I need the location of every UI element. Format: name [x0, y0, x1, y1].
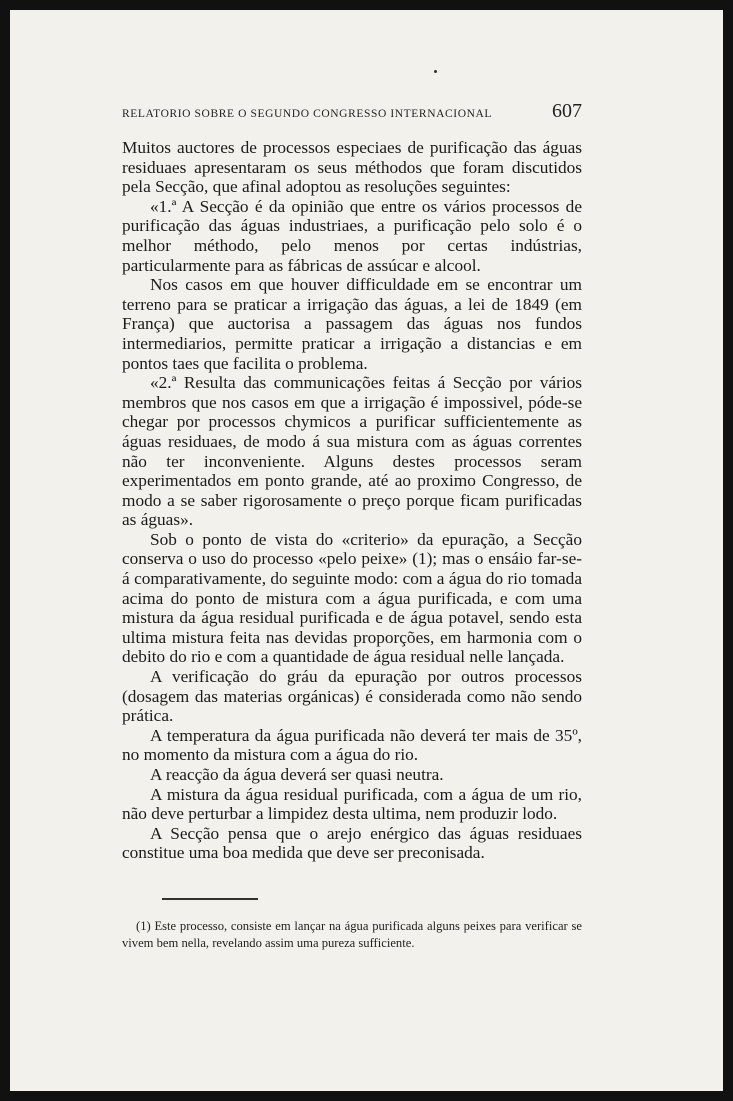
body-text	[122, 138, 582, 863]
page-header	[122, 100, 582, 123]
ink-speck	[434, 70, 437, 73]
paragraph: «1.ª A Secção é da opinião que entre os vários processos de purificação das águas industriaes, a purificação pelo solo é o melhor méthodo, pelo menos por certas indústrias, particularmente para as fábricas de assúcar e alcool.	[122, 196, 582, 275]
footnote	[122, 918, 582, 952]
paragraph: A mistura da água residual purificada, com a água de um rio, não deve perturbar a limpidez desta ultima, nem produzir lodo.	[122, 784, 582, 824]
footnote-text: (1) Este processo, consiste em lançar na água purificada alguns peixes para verificar se vivem bem nella, revelando assim uma pureza sufficiente.	[122, 919, 582, 950]
paragraph: A verificação do gráu da epuração por outros processos (dosagem das materias orgánicas) é considerada como não sendo prática.	[122, 667, 582, 726]
paragraph: Muitos auctores de processos especiaes de purificação das águas residuaes apresentaram os seus méthodos que foram discutidos pela Secção, que afinal adoptou as resoluções seguintes:	[122, 138, 582, 197]
paragraph: A Secção pensa que o arejo enérgico das águas residuaes constitue uma boa medida que deve ser preconisada.	[122, 823, 582, 863]
footnote-divider	[162, 898, 258, 900]
paragraph: Sob o ponto de vista do «criterio» da epuração, a Secção conserva o uso do processo «pelo peixe» (1); mas o ensáio far-se-á comparativamente, do seguinte modo: com a água do rio tomada acima do ponto de mistura com a água purificada, e com uma mistura da água residual purificada e de água potavel, sendo esta ultima mistura feita nas devidas proporções, em harmonia com o debito do rio e com a quantidade de água residual nelle lançada.	[122, 529, 582, 667]
paragraph: Nos casos em que houver difficuldade em se encontrar um terreno para se praticar a irrigação das águas, a lei de 1849 (em França) que auctorisa a passagem das águas nos fundos intermediarios, permitte praticar a irrigação a distancias e em pontos taes que facilita o problema.	[122, 275, 582, 373]
running-title: RELATORIO SOBRE O SEGUNDO CONGRESSO INTERNACIONAL	[122, 108, 493, 120]
paragraph: «2.ª Resulta das communicações feitas á Secção por vários membros que nos casos em que a irrigação é impossivel, póde-se chegar por processos chymicos a purificar sufficientemente as águas residuaes, de modo á sua mistura com as águas correntes não ter inconveniente. Alguns destes processos seram experimentados em ponto grande, até ao proximo Congresso, de modo a se saber rigorosamente o preço porque ficam purificadas as águas».	[122, 373, 582, 530]
paragraph: A reacção da água deverá ser quasi neutra.	[150, 765, 444, 784]
paragraph: A temperatura da água purificada não deverá ter mais de 35º, no momento da mistura com a água do rio.	[122, 725, 582, 765]
page-number: 607	[552, 100, 582, 122]
book-page	[10, 10, 723, 1091]
